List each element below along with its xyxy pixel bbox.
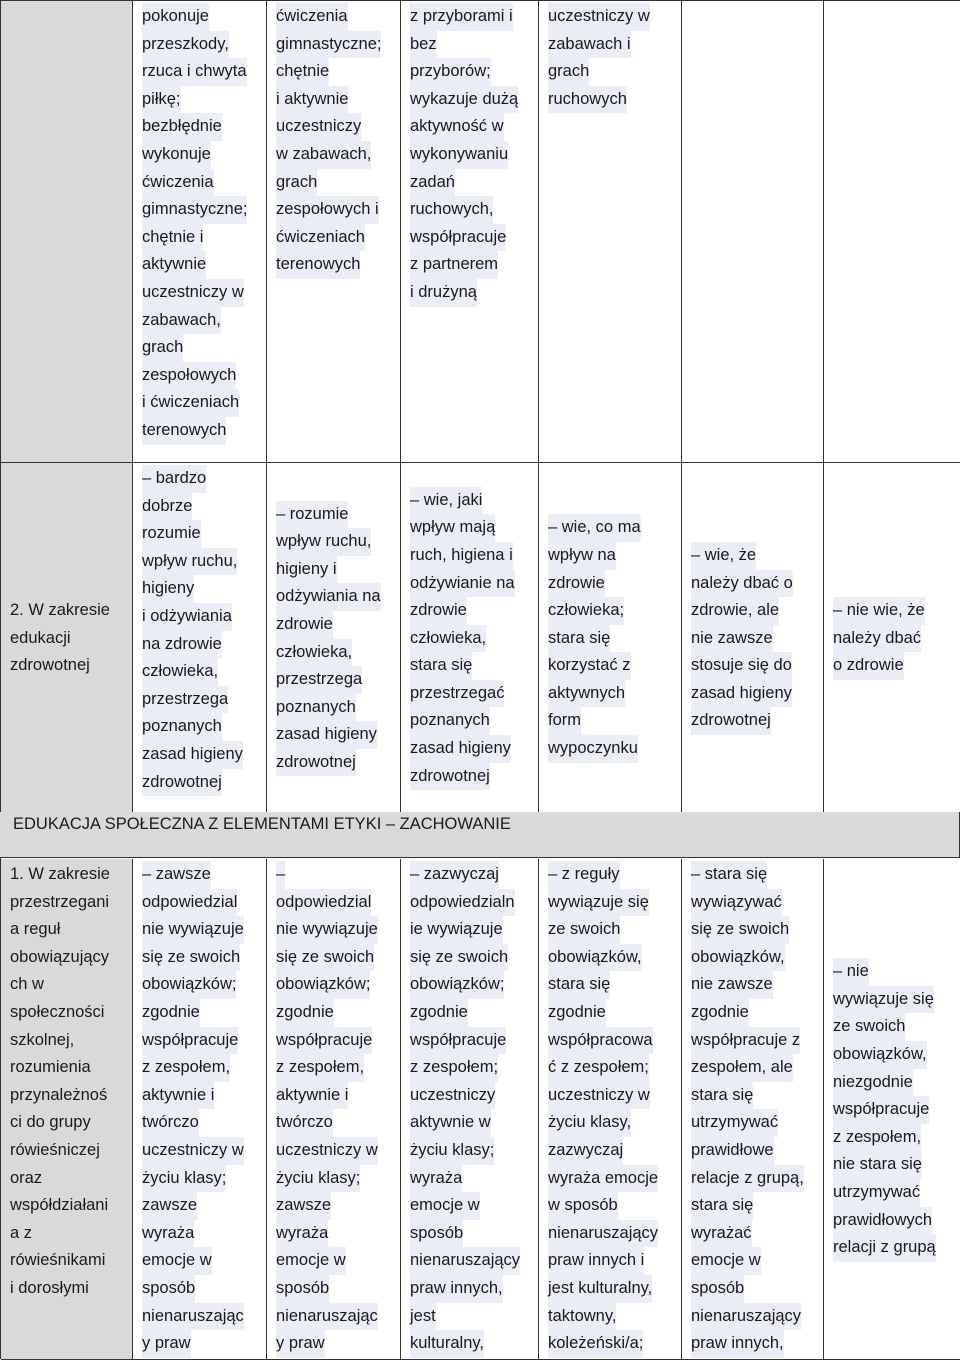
cell-text-line: wywiązuje się — [833, 986, 934, 1014]
cell-text-line: nie stara się — [833, 1151, 922, 1179]
cell-text-line: nienaruszając — [142, 1303, 244, 1331]
cell-text-line: wywiązuje się — [548, 889, 649, 917]
cell-text-line: ruchowych — [548, 86, 627, 114]
cell-text-line: terenowych — [276, 251, 360, 279]
cell-text-line: ze swoich — [548, 916, 620, 944]
cell-text-line: higieny i — [276, 556, 337, 584]
cell-text-line: obowiązków; — [276, 971, 370, 999]
cell-text-line: rzuca i chwyta — [142, 58, 247, 86]
table-cell — [682, 1, 824, 463]
cell-text-line: – — [276, 861, 285, 889]
cell-text-line: zdrowie — [276, 611, 333, 639]
cell-text-line: przestrzega — [276, 666, 362, 694]
cell-text-line: należy dbać o — [691, 570, 793, 598]
cell-text-line: ć z zespołem; — [548, 1054, 649, 1082]
cell-text-line: korzystać z — [548, 652, 631, 680]
cell-text-line: odpowiedzial — [142, 889, 237, 917]
cell-text-line: i aktywnie — [276, 86, 348, 114]
cell-text-line: zawsze — [142, 1192, 197, 1220]
cell-text-line: życiu klasy; — [410, 1137, 494, 1165]
cell-text-line: oraz — [10, 1168, 43, 1187]
cell-text-line: – wie, jaki — [410, 487, 482, 515]
cell-text-line: nie zawsze — [691, 625, 773, 653]
cell-text-line: ruchowych, — [410, 196, 493, 224]
cell-text-line: pokonuje — [142, 3, 209, 31]
table-cell — [539, 1, 682, 463]
cell-text-line: nie wywiązuje — [142, 916, 244, 944]
cell-text-line: wpływ mają — [410, 514, 495, 542]
cell-text-line: kulturalny, — [410, 1330, 484, 1358]
cell-text-line: – bardzo — [142, 465, 206, 493]
cell-text-line: człowieka; — [548, 597, 624, 625]
cell-text-line: przestrzegać — [410, 680, 504, 708]
cell-text-line: praw innych i — [548, 1247, 644, 1275]
cell-text-line: wywiązywać — [691, 889, 782, 917]
cell-text-line: obowiązków, — [548, 944, 642, 972]
cell-text-line: stara się — [691, 1192, 753, 1220]
cell-text-line: człowieka, — [410, 625, 486, 653]
cell-text-line: ci do grupy — [10, 1113, 91, 1132]
cell-text-line: bezbłędnie — [142, 113, 222, 141]
cell-text-line: – nie wie, że — [833, 597, 925, 625]
cell-text-line: wyrażać — [691, 1220, 752, 1248]
cell-text-line: i drużyną — [410, 279, 477, 307]
cell-text-line: rozumie — [142, 520, 201, 548]
cell-text-line: a reguł — [10, 920, 61, 939]
cell-text-line: się ze swoich — [142, 944, 240, 972]
cell-text-line: człowieka, — [276, 639, 352, 667]
cell-text-line: wpływ ruchu, — [142, 548, 237, 576]
table-cell — [133, 1, 267, 463]
cell-text-line: obowiązków; — [410, 971, 504, 999]
cell-text-line: z zespołem, — [276, 1054, 364, 1082]
cell-text-line: ćwiczenia — [142, 169, 214, 197]
table-cell — [539, 463, 682, 813]
table-cell — [401, 859, 539, 1360]
cell-text-line: zgodnie — [276, 999, 334, 1027]
cell-text-line: aktywnie i — [142, 1082, 214, 1110]
cell-text-line: zgodnie — [548, 999, 606, 1027]
cell-text-line: – nie — [833, 958, 869, 986]
cell-text-line: wykonywaniu — [410, 141, 508, 169]
cell-text-line: współpracuje — [833, 1096, 929, 1124]
cell-text-line: uczestniczy — [276, 113, 361, 141]
cell-text-line: zazwyczaj — [548, 1137, 623, 1165]
cell-text-line: z zespołem, — [833, 1124, 921, 1152]
cell-text-line: zasad higieny — [142, 741, 243, 769]
cell-text-line: grach — [142, 334, 183, 362]
cell-text-line: emocje w — [276, 1247, 346, 1275]
cell-text-line: sposób — [142, 1275, 195, 1303]
cell-text-line: zgodnie — [142, 999, 200, 1027]
cell-text-line: się ze swoich — [410, 944, 508, 972]
table-cell — [133, 463, 267, 813]
cell-text-line: przyborów; — [410, 58, 491, 86]
cell-text-line: zasad higieny — [410, 735, 511, 763]
cell-text-line: wyraża emocje — [548, 1165, 658, 1193]
cell-text-line: gimnastyczne; — [276, 31, 381, 59]
cell-text-line: zdrowotnej — [691, 707, 771, 735]
cell-text-line: odżywianie na — [410, 570, 515, 598]
cell-text-line: poznanych — [276, 694, 356, 722]
cell-text-line: 2. W zakresie — [10, 601, 110, 620]
cell-text-line: grach — [276, 169, 317, 197]
cell-text-line: aktywnie w — [410, 1109, 491, 1137]
cell-text-line: utrzymywać — [833, 1179, 920, 1207]
cell-text-line: w sposób — [548, 1192, 618, 1220]
cell-text-line: wyraża — [410, 1165, 462, 1193]
cell-text-line: zespołowych i — [276, 196, 379, 224]
cell-text-line: się ze swoich — [691, 916, 789, 944]
cell-text-line: utrzymywać — [691, 1109, 778, 1137]
cell-text-line: terenowych — [142, 417, 226, 445]
cell-text-line: zabawach, — [142, 307, 221, 335]
table-cell — [824, 859, 960, 1360]
cell-text-line: zdrowotnej — [276, 749, 356, 777]
cell-text-line: rówieśniczej — [10, 1140, 100, 1159]
cell-text-line: praw innych, — [691, 1330, 784, 1358]
cell-text-line: obowiązków, — [691, 944, 785, 972]
cell-text-line: zespołowych — [142, 362, 236, 390]
row-label-cell — [1, 859, 133, 1360]
cell-text-line: uczestniczy w — [276, 1137, 378, 1165]
cell-text-line: gimnastyczne; — [142, 196, 247, 224]
row-label-cell — [1, 463, 133, 813]
cell-text-line: – wie, że — [691, 542, 756, 570]
cell-text-line: nienaruszający — [691, 1303, 801, 1331]
cell-text-line: uczestniczy — [410, 1082, 495, 1110]
cell-text-line: uczestniczy w — [142, 279, 244, 307]
cell-text-line: życiu klasy; — [142, 1165, 226, 1193]
cell-text-line: poznanych — [410, 707, 490, 735]
cell-text-line: zdrowotnej — [142, 769, 222, 797]
cell-text-line: – zazwyczaj — [410, 861, 499, 889]
cell-text-line: współpracuje — [410, 1027, 506, 1055]
table-cell — [267, 463, 401, 813]
cell-text-line: zasad higieny — [691, 680, 792, 708]
cell-text-line: aktywnie i — [276, 1082, 348, 1110]
cell-text-line: uczestniczy w — [142, 1137, 244, 1165]
cell-text-line: uczestniczy w — [548, 3, 650, 31]
cell-text-line: wykazuje dużą — [410, 86, 518, 114]
cell-text-line: obowiązujący — [10, 947, 110, 966]
cell-text-line: zdrowotnej — [410, 763, 490, 791]
cell-text-line: zdrowotnej — [10, 656, 90, 675]
cell-text-line: dobrze — [142, 493, 192, 521]
cell-text-line: przeszkody, — [142, 31, 229, 59]
cell-text-line: stara się — [410, 652, 472, 680]
cell-text-line: y praw — [276, 1330, 325, 1358]
table-cell — [401, 463, 539, 813]
cell-text-line: z przyborami i — [410, 3, 513, 31]
cell-text-line: współpracuje — [142, 1027, 238, 1055]
cell-text-line: zasad higieny — [276, 721, 377, 749]
cell-text-line: z zespołem, — [142, 1054, 230, 1082]
cell-text-line: i ćwiczeniach — [142, 389, 239, 417]
cell-text-line: grach — [548, 58, 589, 86]
cell-text-line: człowieka, — [142, 658, 218, 686]
cell-text-line: przynależnoś — [10, 1085, 108, 1104]
row-label-cell — [1, 1, 133, 463]
cell-text-line: twórczo — [276, 1109, 333, 1137]
cell-text-line: twórczo — [142, 1109, 199, 1137]
cell-text-line: – zawsze — [142, 861, 211, 889]
cell-text-line: współpracuje — [276, 1027, 372, 1055]
cell-text-line: aktywność w — [410, 113, 504, 141]
cell-text-line: nienaruszający — [410, 1247, 520, 1275]
cell-text-line: zdrowie — [410, 597, 467, 625]
section-heading — [0, 812, 960, 858]
cell-text-line: sposób — [691, 1275, 744, 1303]
cell-text-line: wypoczynku — [548, 735, 638, 763]
cell-text-line: zespołem, ale — [691, 1054, 793, 1082]
cell-text-line: o zdrowie — [833, 652, 904, 680]
cell-text-line: i odżywiania — [142, 603, 232, 631]
cell-text-line: przestrzegani — [10, 892, 110, 911]
cell-text-line: w zabawach, — [276, 141, 371, 169]
cell-text-line: – stara się — [691, 861, 767, 889]
cell-text-line: nie wywiązuje — [276, 916, 378, 944]
cell-text-line: na zdrowie — [142, 631, 222, 659]
cell-text-line: zgodnie — [691, 999, 749, 1027]
cell-text-line: nienaruszając — [276, 1303, 378, 1331]
cell-text-line: wyraża — [142, 1220, 194, 1248]
cell-text-line: poznanych — [142, 713, 222, 741]
cell-text-line: rówieśnikami — [10, 1251, 106, 1270]
cell-text-line: form — [548, 707, 581, 735]
cell-text-line: stara się — [548, 971, 610, 999]
cell-text-line: szkolnej, — [10, 1030, 75, 1049]
cell-text-line: wyraża — [276, 1220, 328, 1248]
cell-text-line: i dorosłymi — [10, 1278, 89, 1297]
cell-text-line: nienaruszający — [548, 1220, 658, 1248]
cell-text-line: stara się — [691, 1082, 753, 1110]
cell-text-line: sposób — [276, 1275, 329, 1303]
cell-text-line: zabawach i — [548, 31, 631, 59]
table-cell — [267, 859, 401, 1360]
cell-text-line: współpracuje z — [691, 1027, 800, 1055]
cell-text-line: aktywnie — [142, 251, 206, 279]
cell-text-line: odpowiedzialn — [410, 889, 515, 917]
cell-text-line: ch w — [10, 975, 44, 994]
table-cell — [824, 463, 960, 813]
cell-text-line: współpracuje — [410, 224, 506, 252]
cell-text-line: koleżeński/a; — [548, 1330, 643, 1358]
cell-text-line: 1. W zakresie — [10, 865, 110, 883]
cell-text-line: zawsze — [276, 1192, 331, 1220]
cell-text-line: wykonuje — [142, 141, 211, 169]
cell-text-line: ćwiczenia — [276, 3, 348, 31]
section-heading-text: EDUKACJA SPOŁECZNA Z ELEMENTAMI ETYKI – ZACHOWANIE — [13, 815, 511, 833]
cell-text-line: zdrowie — [548, 570, 605, 598]
cell-text-line: z zespołem; — [410, 1054, 498, 1082]
cell-text-line: taktowny, — [548, 1303, 616, 1331]
cell-text-line: ćwiczeniach — [276, 224, 365, 252]
cell-text-line: edukacji — [10, 628, 71, 647]
cell-text-line: emocje w — [410, 1192, 480, 1220]
cell-text-line: sposób — [410, 1220, 463, 1248]
cell-text-line: ruch, higiena i — [410, 542, 513, 570]
cell-text-line: zgodnie — [410, 999, 468, 1027]
cell-text-line: obowiązków, — [833, 1041, 927, 1069]
cell-text-line: odżywiania na — [276, 583, 381, 611]
cell-text-line: – wie, co ma — [548, 514, 641, 542]
cell-text-line: – z reguły — [548, 861, 620, 889]
cell-text-line: niezgodnie — [833, 1069, 913, 1097]
cell-text-line: zadań — [410, 169, 455, 197]
cell-text-line: a z — [10, 1223, 33, 1242]
cell-text-line: stara się — [548, 625, 610, 653]
cell-text-line: prawidłowe — [691, 1137, 774, 1165]
cell-text-line: y praw — [142, 1330, 191, 1358]
cell-text-line: przestrzega — [142, 686, 228, 714]
cell-text-line: aktywnych — [548, 680, 625, 708]
cell-text-line: relacji z grupą — [833, 1234, 936, 1262]
cell-text-line: piłkę; — [142, 86, 181, 114]
cell-text-line: chętnie — [276, 58, 329, 86]
table-cell — [539, 859, 682, 1360]
cell-text-line: należy dbać — [833, 625, 921, 653]
cell-text-line: emocje w — [691, 1247, 761, 1275]
table-cell — [682, 859, 824, 1360]
cell-text-line: społeczności — [10, 1002, 105, 1021]
cell-text-line: uczestniczy w — [548, 1082, 650, 1110]
cell-text-line: współpracowa — [548, 1027, 653, 1055]
cell-text-line: chętnie i — [142, 224, 203, 252]
cell-text-line: relacje z grupą, — [691, 1165, 804, 1193]
cell-text-line: z partnerem — [410, 251, 498, 279]
table-cell — [401, 1, 539, 463]
cell-text-line: rozumienia — [10, 1058, 91, 1077]
table-cell — [133, 859, 267, 1360]
cell-text-line: bez — [410, 31, 437, 59]
cell-text-line: się ze swoich — [276, 944, 374, 972]
cell-text-line: stosuje się do — [691, 652, 792, 680]
cell-text-line: jest kulturalny, — [548, 1275, 652, 1303]
cell-text-line: życiu klasy; — [276, 1165, 360, 1193]
cell-text-line: zdrowie, ale — [691, 597, 779, 625]
cell-text-line: ie wywiązuje — [410, 916, 503, 944]
table-cell — [824, 1, 960, 463]
cell-text-line: obowiązków; — [142, 971, 236, 999]
table-cell — [267, 1, 401, 463]
cell-text-line: – rozumie — [276, 501, 348, 529]
cell-text-line: współdziałani — [10, 1196, 109, 1215]
cell-text-line: praw innych, — [410, 1275, 503, 1303]
cell-text-line: emocje w — [142, 1247, 212, 1275]
cell-text-line: odpowiedzial — [276, 889, 371, 917]
cell-text-line: ze swoich — [833, 1013, 905, 1041]
cell-text-line: wpływ na — [548, 542, 616, 570]
cell-text-line: prawidłowych — [833, 1207, 932, 1235]
cell-text-line: nie zawsze — [691, 971, 773, 999]
cell-text-line: jest — [410, 1303, 436, 1331]
cell-text-line: higieny — [142, 575, 194, 603]
table-cell — [682, 463, 824, 813]
cell-text-line: życiu klasy, — [548, 1109, 631, 1137]
cell-text-line: wpływ ruchu, — [276, 528, 371, 556]
